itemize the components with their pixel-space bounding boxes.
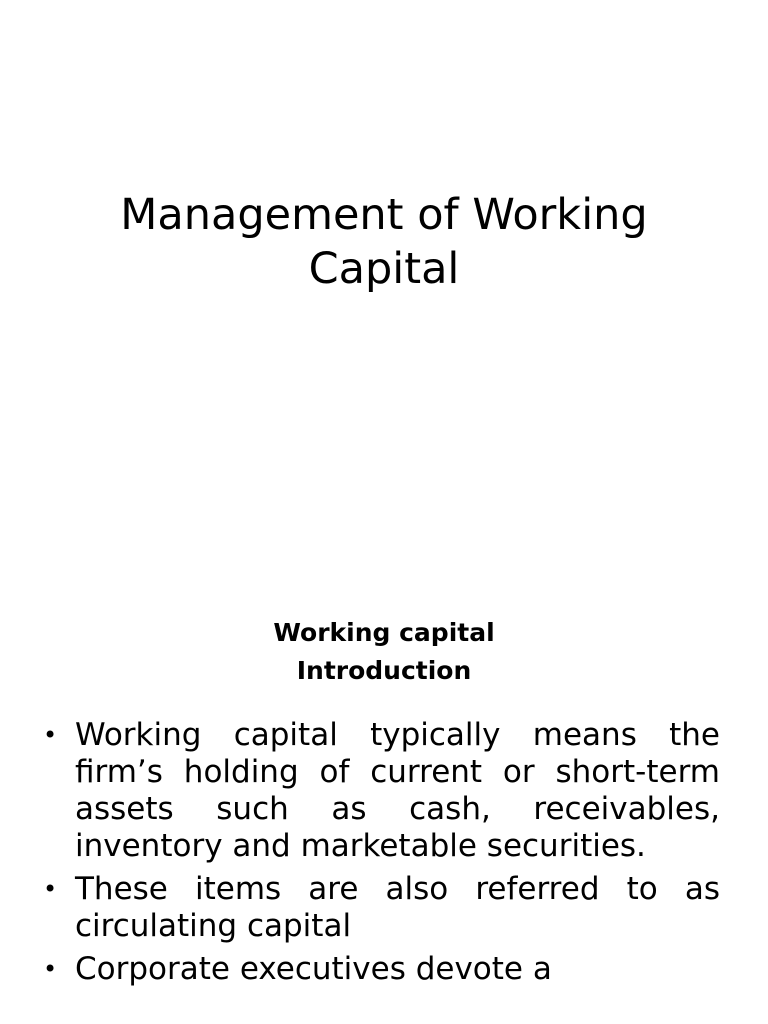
bullet-item xyxy=(40,871,720,945)
slide-title: Management of Working Capital xyxy=(120,190,648,294)
bullet-list xyxy=(40,717,720,994)
bullet-dot-icon: • xyxy=(43,875,58,903)
slide-heading xyxy=(0,614,768,690)
bullet-text: Working capital typically means the firm’s holding of current or short-term assets such as cash, receivables, inventory and marketable securities. xyxy=(75,717,720,864)
bullet-text: Corporate executives devote a xyxy=(75,951,552,987)
slide-heading-line-2: Introduction xyxy=(296,656,472,685)
content-slide xyxy=(0,576,768,1024)
bullet-item xyxy=(40,717,720,865)
bullet-dot-icon: • xyxy=(43,721,58,749)
bullet-item xyxy=(40,951,720,988)
bullet-dot-icon: • xyxy=(43,955,58,983)
bullet-text: These items are also referred to as circulating capital xyxy=(75,871,720,944)
slide-heading-line-1: Working capital xyxy=(273,618,495,647)
